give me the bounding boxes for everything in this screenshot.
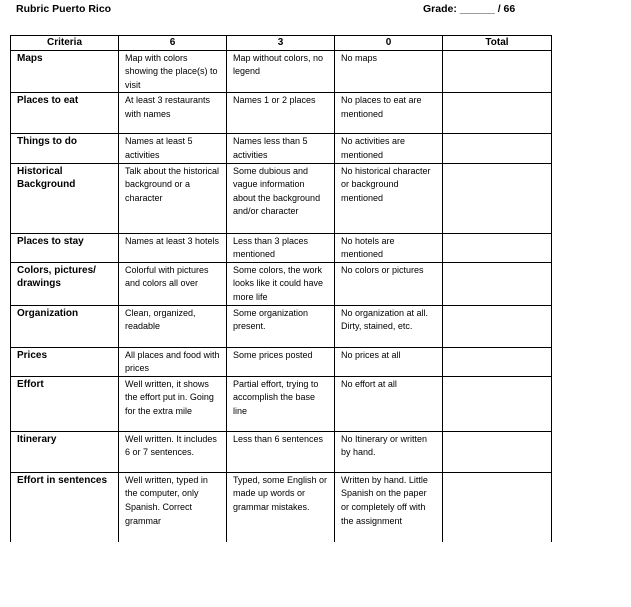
score-3-cell: Some dubious and vague information about the background and/or character: [227, 163, 335, 233]
header-row: [11, 36, 552, 51]
total-cell: [443, 233, 552, 262]
score-0-cell: No places to eat are mentioned: [335, 93, 443, 134]
score-6-cell: Map with colors showing the place(s) to visit: [119, 50, 227, 93]
table-row: [11, 376, 552, 431]
table-row: [11, 93, 552, 134]
rubric-table: [10, 35, 552, 542]
score-0-cell: No effort at all: [335, 376, 443, 431]
total-cell: [443, 163, 552, 233]
score-6-cell: Well written, typed in the computer, only Spanish. Correct grammar: [119, 472, 227, 542]
score-6-cell: Colorful with pictures and colors all over: [119, 262, 227, 305]
score-3-cell: Typed, some English or made up words or grammar mistakes.: [227, 472, 335, 542]
score-3-cell: Some organization present.: [227, 305, 335, 347]
score-3-cell: Less than 6 sentences: [227, 431, 335, 472]
total-cell: [443, 347, 552, 376]
score-6-cell: Talk about the historical background or a character: [119, 163, 227, 233]
score-6-cell: Well written. It includes 6 or 7 sentences.: [119, 431, 227, 472]
table-row: [11, 347, 552, 376]
grade-field: Grade: ______ / 66: [423, 3, 516, 15]
score-6-cell: Clean, organized, readable: [119, 305, 227, 347]
score-0-cell: No prices at all: [335, 347, 443, 376]
total-cell: [443, 431, 552, 472]
criteria-cell: Colors, pictures/ drawings: [11, 262, 119, 305]
score-0-cell: No maps: [335, 50, 443, 93]
score-0-cell: Written by hand. Little Spanish on the paper or completely off with the assignment: [335, 472, 443, 542]
table-row: [11, 262, 552, 305]
header-score-0: 0: [335, 36, 443, 51]
total-cell: [443, 262, 552, 305]
score-3-cell: Names 1 or 2 places: [227, 93, 335, 134]
score-0-cell: No hotels are mentioned: [335, 233, 443, 262]
total-cell: [443, 93, 552, 134]
score-6-cell: All places and food with prices: [119, 347, 227, 376]
criteria-cell: Things to do: [11, 134, 119, 163]
score-3-cell: Some colors, the work looks like it could have more life: [227, 262, 335, 305]
total-cell: [443, 472, 552, 542]
total-cell: [443, 50, 552, 93]
score-6-cell: Names at least 5 activities: [119, 134, 227, 163]
total-cell: [443, 134, 552, 163]
score-6-cell: At least 3 restaurants with names: [119, 93, 227, 134]
score-3-cell: Partial effort, trying to accomplish the base line: [227, 376, 335, 431]
table-row: [11, 305, 552, 347]
document-title: Rubric Puerto Rico: [16, 3, 112, 15]
criteria-cell: Places to stay: [11, 233, 119, 262]
header-criteria: Criteria: [11, 36, 119, 51]
criteria-cell: Itinerary: [11, 431, 119, 472]
score-6-cell: Well written, it shows the effort put in. Going for the extra mile: [119, 376, 227, 431]
score-0-cell: No colors or pictures: [335, 262, 443, 305]
score-6-cell: Names at least 3 hotels: [119, 233, 227, 262]
header-score-6: 6: [119, 36, 227, 51]
score-3-cell: Less than 3 places mentioned: [227, 233, 335, 262]
score-3-cell: Some prices posted: [227, 347, 335, 376]
table-row: [11, 431, 552, 472]
score-3-cell: Map without colors, no legend: [227, 50, 335, 93]
criteria-cell: Effort in sentences: [11, 472, 119, 542]
criteria-cell: Places to eat: [11, 93, 119, 134]
criteria-cell: Historical Background: [11, 163, 119, 233]
criteria-cell: Maps: [11, 50, 119, 93]
table-row: [11, 472, 552, 542]
total-cell: [443, 376, 552, 431]
criteria-cell: Effort: [11, 376, 119, 431]
score-0-cell: No activities are mentioned: [335, 134, 443, 163]
criteria-cell: Organization: [11, 305, 119, 347]
total-cell: [443, 305, 552, 347]
header-score-3: 3: [227, 36, 335, 51]
score-3-cell: Names less than 5 activities: [227, 134, 335, 163]
table-row: [11, 233, 552, 262]
table-row: [11, 50, 552, 93]
criteria-cell: Prices: [11, 347, 119, 376]
table-row: [11, 134, 552, 163]
header-total: Total: [443, 36, 552, 51]
table-row: [11, 163, 552, 233]
score-0-cell: No organization at all. Dirty, stained, etc.: [335, 305, 443, 347]
score-0-cell: No historical character or background mentioned: [335, 163, 443, 233]
score-0-cell: No Itinerary or written by hand.: [335, 431, 443, 472]
